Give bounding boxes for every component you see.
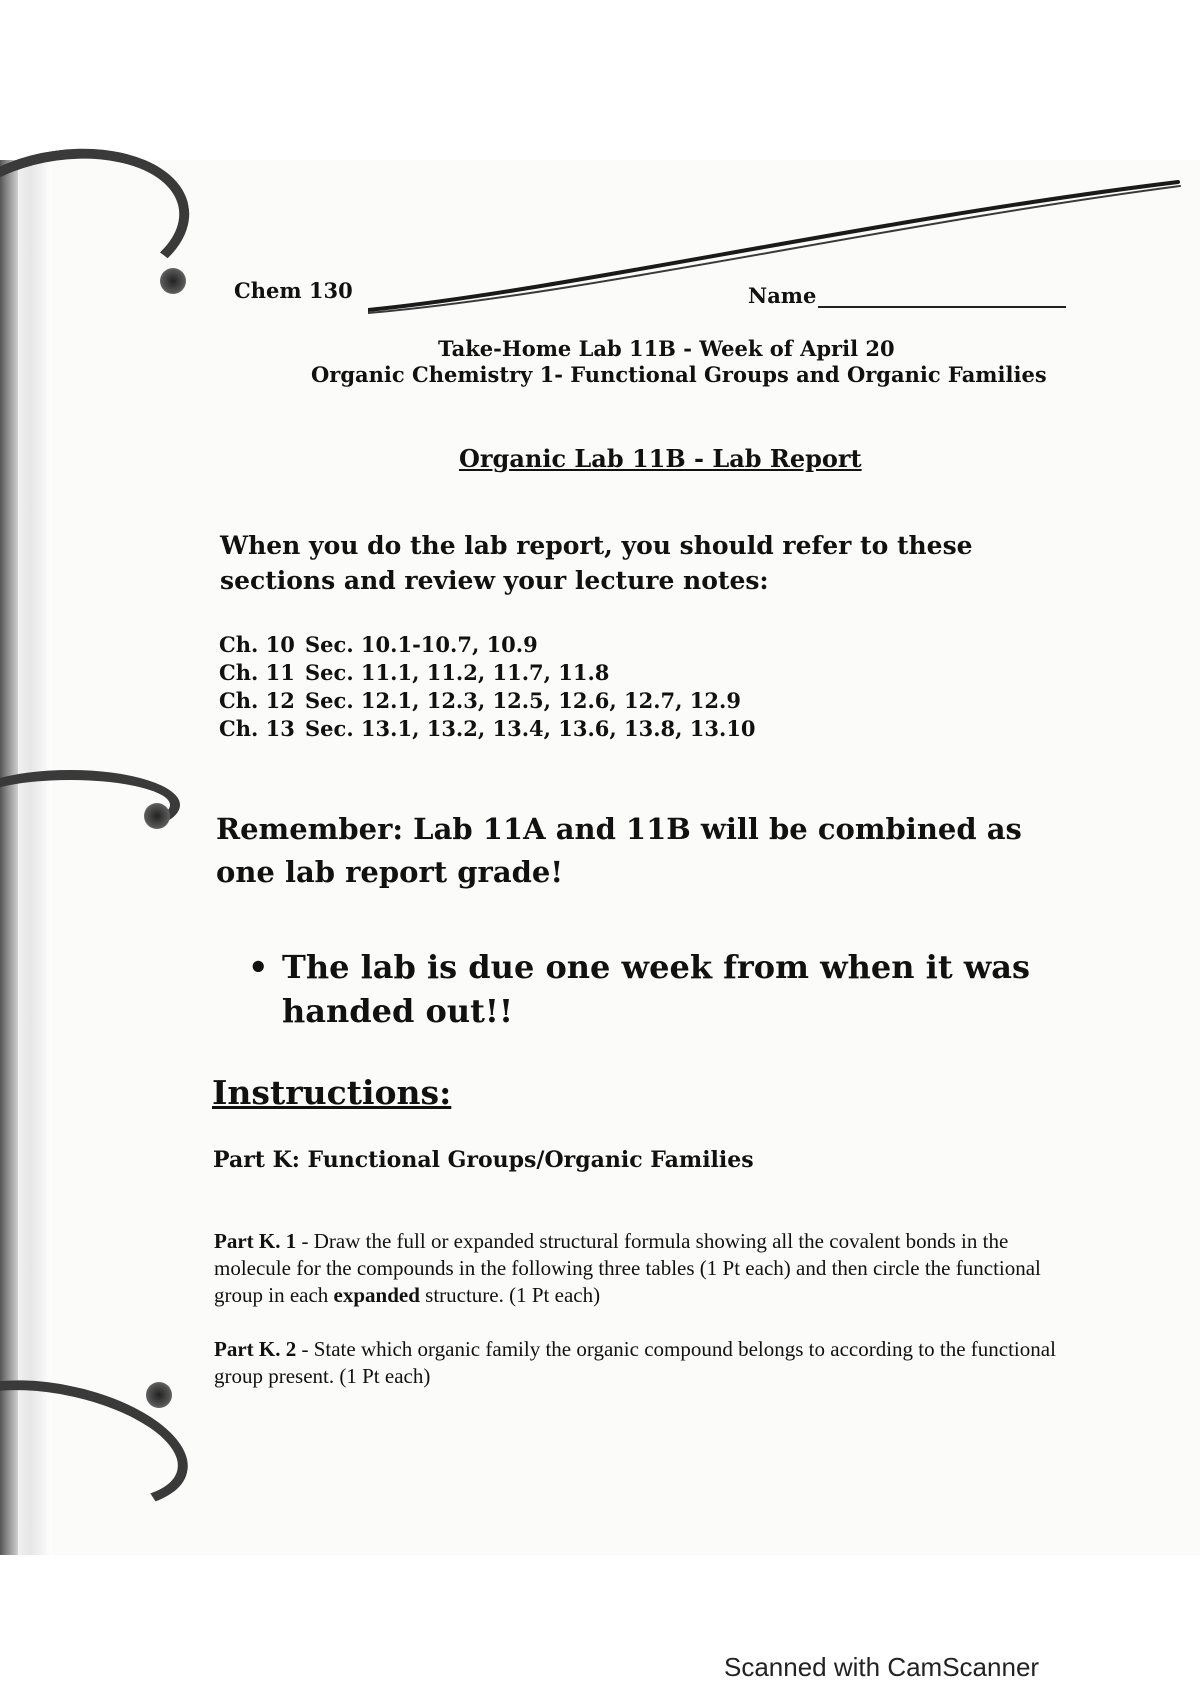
part-k1-label: Part K. 1 (214, 1229, 297, 1253)
lab-topic: Organic Chemistry 1- Functional Groups and Organic Families (311, 362, 1047, 387)
chapter-label: Ch. 13 (219, 716, 295, 741)
chapter-row (219, 687, 756, 715)
lab-subtitle: Take-Home Lab 11B - Week of April 20 (438, 336, 895, 361)
ring-hole-middle (144, 803, 170, 829)
part-k1-text-end: structure. (1 Pt each) (425, 1283, 601, 1307)
remember-note: Remember: Lab 11A and 11B will be combined as one lab report grade! (216, 812, 1022, 889)
part-k2-label: Part K. 2 (214, 1337, 297, 1361)
binder-edge (0, 160, 18, 1555)
instructions-heading: Instructions: (212, 1073, 452, 1112)
part-k2-text: - State which organic family the organic compound belongs to according to the functional group present. (1 Pt each) (214, 1337, 1056, 1388)
chapter-row (219, 659, 756, 687)
chapter-row (219, 631, 756, 659)
chapter-sections: Sec. 10.1-10.7, 10.9 (305, 632, 538, 657)
part-k2-instructions (214, 1336, 1084, 1390)
chapter-label: Ch. 10 (219, 632, 295, 657)
part-k1-text: - Draw the full or expanded structural formula showing all the covalent bonds in the molecule for the compounds in the following three tables (1 Pt each) and then circle the functional group in each (214, 1229, 1041, 1307)
report-title: Organic Lab 11B - Lab Report (459, 444, 862, 473)
ring-hole-bottom (146, 1382, 172, 1408)
ring-hole-top (160, 268, 186, 294)
chapter-list (219, 631, 756, 743)
part-k1-instructions (214, 1228, 1084, 1309)
chapter-sections: Sec. 13.1, 13.2, 13.4, 13.6, 13.8, 13.10 (305, 716, 756, 741)
intro-paragraph: When you do the lab report, you should refer to these sections and review your lecture notes: (220, 531, 973, 595)
name-label: Name (748, 283, 817, 308)
course-label: Chem 130 (234, 278, 353, 303)
part-k1-emphasis: expanded (333, 1283, 420, 1307)
bullet-icon: • (248, 948, 269, 986)
chapter-label: Ch. 12 (219, 688, 295, 713)
part-k-heading: Part K: Functional Groups/Organic Families (213, 1147, 754, 1173)
chapter-label: Ch. 11 (219, 660, 295, 685)
chapter-row (219, 715, 756, 743)
chapter-sections: Sec. 11.1, 11.2, 11.7, 11.8 (305, 660, 610, 685)
scanner-watermark: Scanned with CamScanner (724, 1652, 1040, 1682)
name-blank-line (818, 306, 1066, 308)
chapter-sections: Sec. 12.1, 12.3, 12.5, 12.6, 12.7, 12.9 (305, 688, 741, 713)
due-date-text: The lab is due one week from when it was handed out!! (282, 948, 1031, 1030)
